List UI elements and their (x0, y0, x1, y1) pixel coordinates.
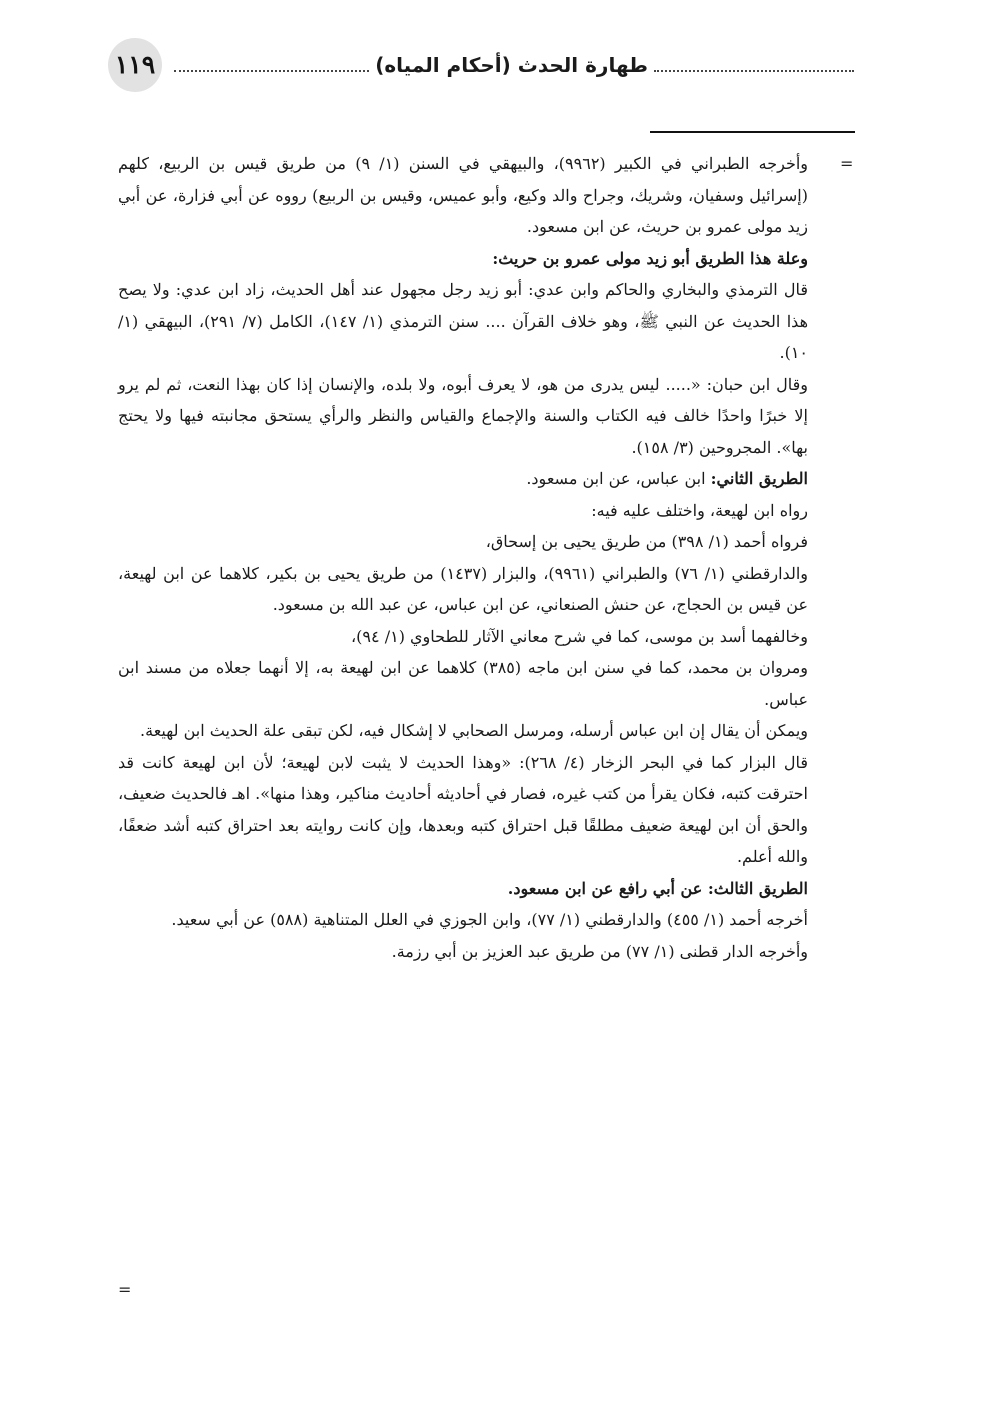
route-label: الطريق الثاني: (710, 469, 808, 488)
continuation-mark-bottom: = (118, 1280, 132, 1299)
footnote-paragraph: قال البزار كما في البحر الزخار (٤/ ٢٦٨): «وهذا الحديث لا يثبت لابن لهيعة؛ لأن ابن لهيعة كانت قد احترقت كتبه، فكان يقرأ من كتب غيره، فصار في أحاديثه أحاديث مناكير، وهذا منها». اهـ فالحديث ضعيف، والحق أن ابن لهيعة ضعيف مطلقًا قبل احتراق كتبه وبعدها، وإن كانت روايته بعد احتراق كتبه أشد ضعفًا، والله أعلم. (118, 752, 808, 866)
running-header (100, 40, 854, 110)
footnote-paragraph: ومروان بن محمد، كما في سنن ابن ماجه (٣٨٥) كلاهما عن ابن لهيعة به، إلا أنهما جعلاه من مسند ابن عباس. (118, 658, 809, 709)
leader-dots (654, 70, 854, 72)
running-title-row (174, 53, 854, 77)
leader-dots (174, 70, 369, 72)
footnote-paragraph: رواه ابن لهيعة، واختلف عليه فيه: (591, 500, 808, 520)
footnote-heading: وعلة هذا الطريق أبو زيد مولى عمرو بن حريث: (492, 248, 808, 268)
footnote-paragraph: أخرجه أحمد (١/ ٤٥٥) والدارقطني (١/ ٧٧)، وابن الجوزي في العلل المتناهية (٥٨٨) عن أبي سعيد. (171, 910, 808, 929)
footnote-paragraph: قال الترمذي والبخاري والحاكم وابن عدي: أبو زيد رجل مجهول عند أهل الحديث، زاد ابن عدي: ولا يصح هذا الحديث عن النبي ﷺ، وهو خلاف القرآن .... سنن الترمذي (١/ ١٤٧)، الكامل (٧/ ٢٩١)، البيهقي (١/ ١٠). (118, 280, 809, 362)
running-title: طهارة الحدث (أحكام المياه) (375, 53, 648, 77)
footnote-paragraph: وأخرجه الطبراني في الكبير (٩٩٦٢)، والبيهقي في السنن (١/ ٩) من طريق قيس بن الربيع، كلهم (إسرائيل وسفيان، وشريك، وجراح والد وكيع، وأبو عميس، وقيس بن الربيع) رووه عن أبي فزارة، عن أبي زيد مولى عمرو بن حريث، عن ابن مسعود. (118, 154, 809, 236)
footnote-heading: الطريق الثالث: عن أبي رافع عن ابن مسعود. (507, 878, 808, 898)
footnote-paragraph: وقال ابن حبان: «..... ليس يدرى من هو، لا يعرف أبوه، ولا بلده، والإنسان إذا كان بهذا النعت، ثم لم يرو إلا خبرًا واحدًا خالف فيه الكتاب والسنة والإجماع والقياس والنظر والرأي يستحق مجانبته فيها ولا يحتج بها». المجروحين (٣/ ١٥٨). (118, 374, 808, 457)
footnote-body (118, 148, 808, 967)
footnote-paragraph: ويمكن أن يقال إن ابن عباس أرسله، ومرسل الصحابي لا إشكال فيه، لكن تبقى علة الحديث ابن لهيعة. (140, 721, 808, 740)
footnote-paragraph: فرواه أحمد (١/ ٣٩٨) من طريق يحيى بن إسحاق، (485, 532, 808, 551)
footnote-paragraph: وأخرجه الدار قطنى (١/ ٧٧) من طريق عبد العزيز بن أبي رزمة. (391, 941, 808, 961)
continuation-mark-top: = (840, 154, 854, 173)
footnote-paragraph: وخالفهما أسد بن موسى، كما في شرح معاني الآثار للطحاوي (١/ ٩٤)، (351, 626, 808, 646)
footnote-paragraph: والدارقطني (١/ ٧٦) والطبراني (٩٩٦١)، والبزار (١٤٣٧) من طريق يحيى بن بكير، كلاهما عن ابن لهيعة، عن قيس بن الحجاج، عن حنش الصنعاني، عن ابن عباس، عن عبد الله بن مسعود. (118, 563, 808, 614)
page-number: ١١٩ (108, 38, 162, 92)
route-text: ابن عباس، عن ابن مسعود. (526, 469, 711, 488)
footnote-paragraph (118, 463, 808, 495)
footnote-separator (650, 131, 855, 133)
